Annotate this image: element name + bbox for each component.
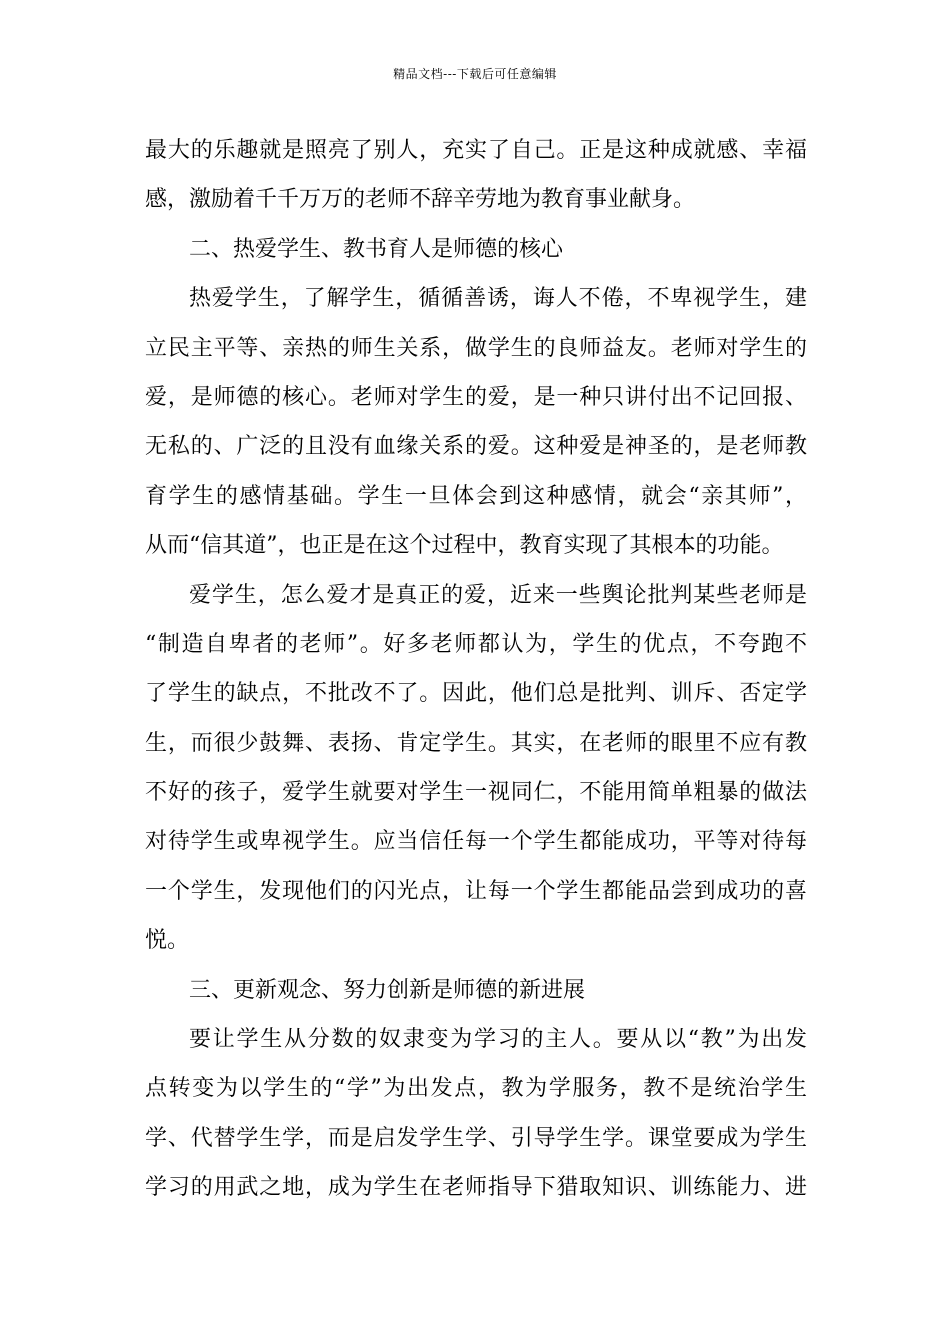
- body-text: [145, 126, 807, 1213]
- text-line: “制造自卑者的老师”。好多老师都认为，学生的优点，不夸跑不: [145, 631, 807, 657]
- text-line: 无私的、广泛的且没有血缘关系的爱。这种爱是神圣的，是老师教: [145, 434, 807, 460]
- text-line: 从而“信其道”，也正是在这个过程中，教育实现了其根本的功能。: [145, 533, 784, 559]
- text-line: 学习的用武之地，成为学生在老师指导下猎取知识、训练能力、进: [145, 1175, 807, 1201]
- text-line: 爱学生，怎么爱才是真正的爱，近来一些舆论批判某些老师是: [189, 582, 807, 608]
- text-line: 三、更新观念、努力创新是师德的新进展: [189, 977, 586, 1003]
- text-line: 对待学生或卑视学生。应当信任每一个学生都能成功，平等对待每: [145, 829, 807, 855]
- text-line: 了学生的缺点，不批改不了。因此，他们总是批判、训斥、否定学: [145, 681, 807, 707]
- text-line: 爱，是师德的核心。老师对学生的爱，是一种只讲付出不记回报、: [145, 384, 807, 410]
- text-line: 不好的孩子，爱学生就要对学生一视同仁，不能用简单粗暴的做法: [145, 780, 807, 806]
- text-line: 育学生的感情基础。学生一旦体会到这种感情，就会“亲其师”，: [145, 483, 807, 509]
- text-line: 一个学生，发现他们的闪光点，让每一个学生都能品尝到成功的喜: [145, 878, 807, 904]
- text-line: 二、热爱学生、教书育人是师德的核心: [189, 236, 564, 262]
- page-header: 精品文档---下载后可任意编辑: [393, 67, 557, 81]
- text-line: 感，激励着千千万万的老师不辞辛劳地为教育事业献身。: [145, 187, 696, 213]
- text-line: 要让学生从分数的奴隶变为学习的主人。要从以“教”为出发: [189, 1027, 807, 1053]
- text-line: 热爱学生，了解学生，循循善诱，诲人不倦，不卑视学生，建: [189, 286, 807, 312]
- text-line: 最大的乐趣就是照亮了别人，充实了自己。正是这种成就感、幸福: [145, 138, 807, 163]
- text-line: 点转变为以学生的“学”为出发点，教为学服务，教不是统治学生: [145, 1076, 807, 1102]
- text-line: 生，而很少鼓舞、表扬、肯定学生。其实，在老师的眼里不应有教: [145, 730, 807, 756]
- text-line: 悦。: [145, 928, 190, 954]
- text-line: 学、代替学生学，而是启发学生学、引导学生学。课堂要成为学生: [145, 1125, 807, 1151]
- text-line: 立民主平等、亲热的师生关系，做学生的良师益友。老师对学生的: [145, 335, 807, 361]
